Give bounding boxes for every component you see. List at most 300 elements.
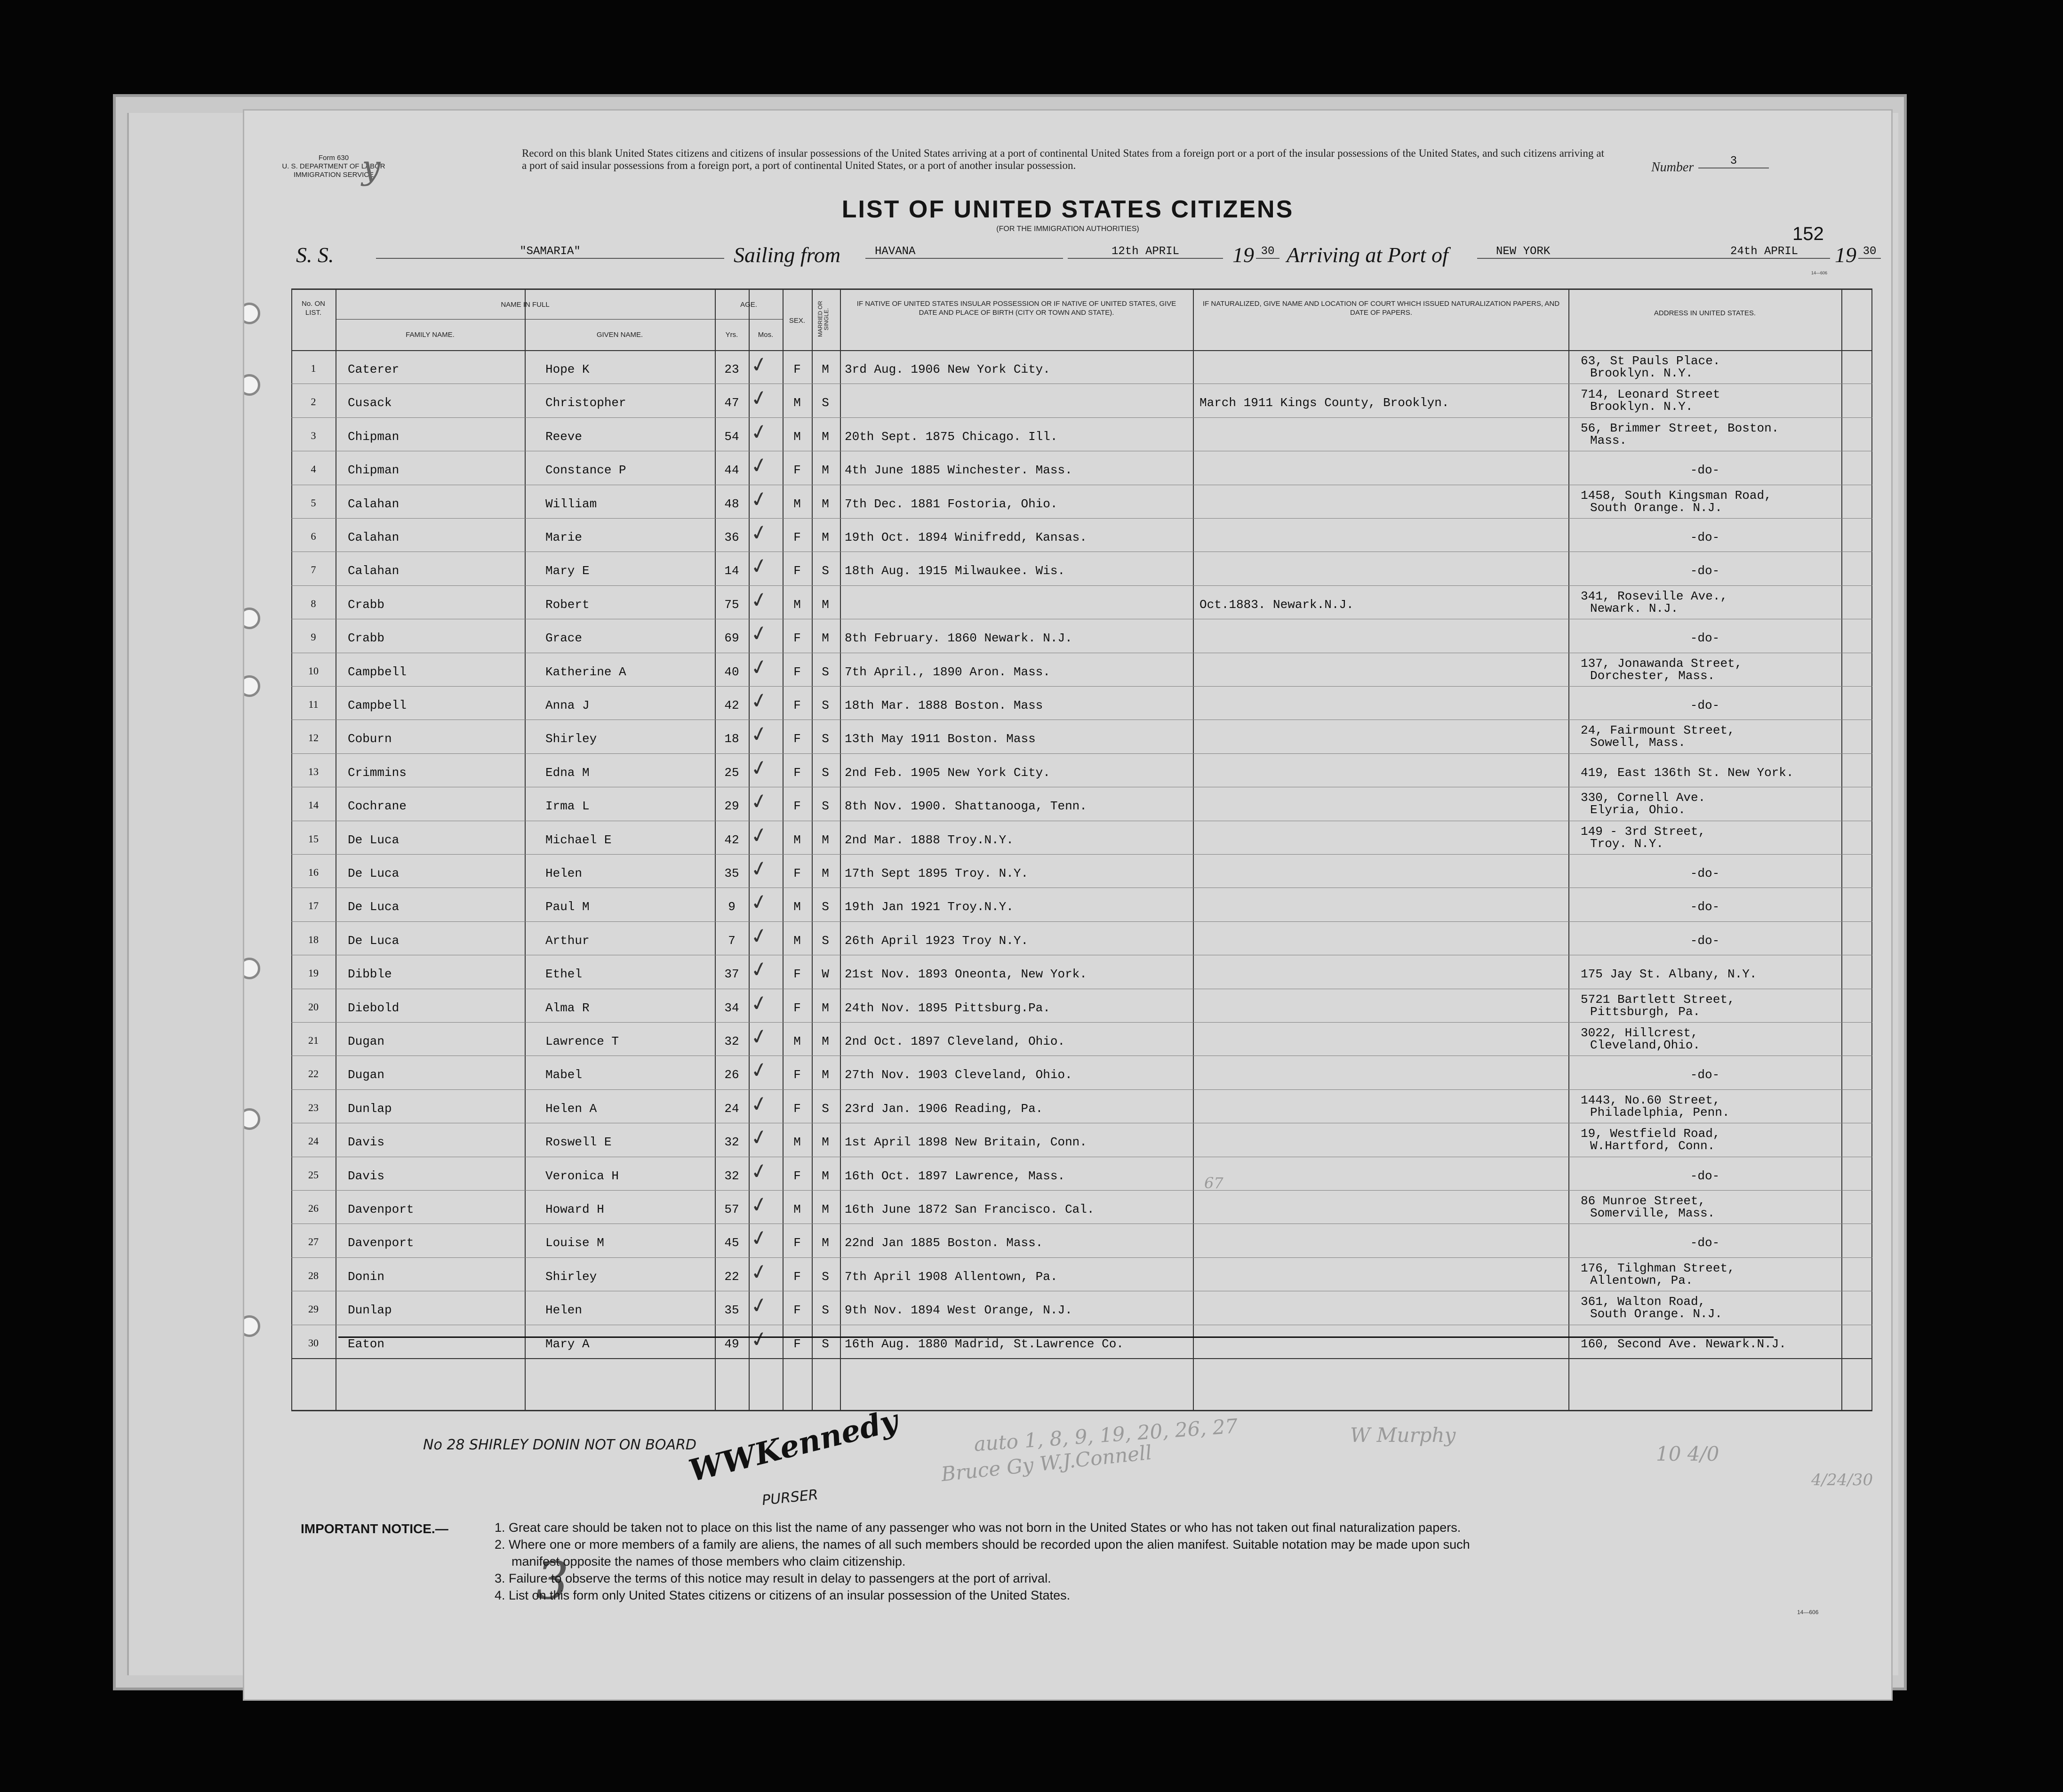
given-name: Lawrence T xyxy=(545,1034,619,1048)
service: IMMIGRATION SERVICE xyxy=(293,171,374,179)
page-title: LIST OF UNITED STATES CITIZENS xyxy=(841,196,1294,223)
age-years: 37 xyxy=(724,967,739,982)
address-line-1: -do- xyxy=(1690,933,1720,948)
check-mark-icon: ✓ xyxy=(748,721,770,748)
address-line-2: Pittsburgh, Pa. xyxy=(1590,1004,1701,1019)
pencil-mark: y xyxy=(362,148,381,187)
address-line-1: -do- xyxy=(1690,866,1720,880)
marital-status: M xyxy=(822,631,829,646)
address-line-1: 3022, Hillcrest, xyxy=(1581,1026,1698,1040)
row-number: 30 xyxy=(308,1336,319,1349)
check-mark-icon: ✓ xyxy=(748,990,770,1017)
address-line-2: Mass. xyxy=(1590,433,1627,448)
birth-date-place: 13th May 1911 Boston. Mass xyxy=(845,732,1036,746)
col-age-yrs: Yrs. xyxy=(725,331,738,339)
sex: M xyxy=(793,496,801,511)
check-mark-icon: ✓ xyxy=(748,1292,770,1320)
row-number: 29 xyxy=(308,1303,319,1315)
birth-date-place: 16th June 1872 San Francisco. Cal. xyxy=(845,1202,1095,1216)
binder-hole xyxy=(243,1108,260,1130)
address-line-1: -do- xyxy=(1690,463,1720,478)
not-on-board-note: No 28 SHIRLEY DONIN NOT ON BOARD xyxy=(423,1437,697,1453)
birth-date-place: 2nd Feb. 1905 New York City. xyxy=(845,765,1050,780)
row-divider xyxy=(291,1257,1872,1258)
marital-status: S xyxy=(822,765,829,780)
address-line-1: -do- xyxy=(1690,631,1720,646)
marital-status: M xyxy=(822,1168,829,1183)
row-number: 25 xyxy=(308,1168,319,1181)
row-number: 14 xyxy=(308,799,319,811)
age-years: 34 xyxy=(724,1000,739,1015)
family-name: Eaton xyxy=(348,1336,385,1351)
address-line-1: 24, Fairmount Street, xyxy=(1581,723,1735,738)
page-subtitle: (FOR THE IMMIGRATION AUTHORITIES) xyxy=(996,225,1139,233)
sex: M xyxy=(793,429,801,444)
row-number: 2 xyxy=(311,396,316,408)
age-years: 54 xyxy=(724,429,739,444)
row-number: 17 xyxy=(308,900,319,912)
row-divider xyxy=(291,585,1872,586)
address-line-1: 5721 Bartlett Street, xyxy=(1581,992,1735,1007)
row-number: 9 xyxy=(311,631,316,643)
age-years: 42 xyxy=(724,832,739,847)
marital-status: S xyxy=(822,1101,829,1116)
sex: F xyxy=(793,1236,801,1250)
marital-status: S xyxy=(822,799,829,814)
given-name: Edna M xyxy=(545,765,590,780)
age-years: 14 xyxy=(724,564,739,578)
age-years: 26 xyxy=(724,1068,739,1082)
address-line-2: Brooklyn. N.Y. xyxy=(1590,366,1693,380)
row-number: 8 xyxy=(311,597,316,609)
family-name: Coburn xyxy=(348,732,392,746)
age-years: 18 xyxy=(724,732,739,746)
age-years: 69 xyxy=(724,631,739,646)
check-mark-icon: ✓ xyxy=(748,654,770,681)
check-mark-icon: ✓ xyxy=(748,1124,770,1152)
row-number: 19 xyxy=(308,967,319,979)
given-name: Grace xyxy=(545,631,583,646)
sex: F xyxy=(793,866,801,880)
row-divider xyxy=(291,1089,1872,1090)
row-number: 16 xyxy=(308,866,319,878)
row-divider xyxy=(291,1022,1872,1023)
sailing-from-label: Sailing from xyxy=(734,243,841,267)
family-name: Crimmins xyxy=(348,765,407,780)
age-years: 32 xyxy=(724,1168,739,1183)
check-mark-icon: ✓ xyxy=(748,418,770,446)
sex: M xyxy=(793,1034,801,1048)
birth-date-place: 1st April 1898 New Britain, Conn. xyxy=(845,1135,1087,1150)
row-number: 21 xyxy=(308,1034,319,1046)
department: U. S. DEPARTMENT OF LABOR xyxy=(282,162,385,170)
margin-note: 67 xyxy=(1204,1174,1223,1192)
birth-date-place: 2nd Oct. 1897 Cleveland, Ohio. xyxy=(845,1034,1065,1048)
birth-date-place: 27th Nov. 1903 Cleveland, Ohio. xyxy=(845,1068,1072,1082)
given-name: Reeve xyxy=(545,429,583,444)
check-mark-icon: ✓ xyxy=(748,1023,770,1051)
birth-date-place: 24th Nov. 1895 Pittsburg.Pa. xyxy=(845,1000,1050,1015)
check-mark-icon: ✓ xyxy=(748,486,770,513)
row-divider xyxy=(291,686,1872,687)
marital-status: M xyxy=(822,1236,829,1250)
given-name: Alma R xyxy=(545,1000,590,1015)
binder-hole xyxy=(243,608,260,629)
age-years: 29 xyxy=(724,799,739,814)
form-number: Form 630 xyxy=(318,154,349,162)
marital-status: M xyxy=(822,1135,829,1150)
naturalization-info: March 1911 Kings County, Brooklyn. xyxy=(1199,396,1449,410)
inspector-signature-2: W Murphy xyxy=(1350,1424,1456,1447)
check-mark-icon: ✓ xyxy=(748,754,770,782)
address-line-1: 175 Jay St. Albany, N.Y. xyxy=(1581,967,1757,982)
marital-status: M xyxy=(822,429,829,444)
address-line-1: 341, Roseville Ave., xyxy=(1581,589,1728,603)
birth-date-place: 17th Sept 1895 Troy. N.Y. xyxy=(845,866,1029,880)
marital-status: M xyxy=(822,362,829,376)
row-number: 23 xyxy=(308,1101,319,1113)
sex: M xyxy=(793,1202,801,1216)
address-line-2: South Orange. N.J. xyxy=(1590,1307,1722,1321)
family-name: De Luca xyxy=(348,832,400,847)
birth-date-place: 4th June 1885 Winchester. Mass. xyxy=(845,463,1072,478)
marital-status: M xyxy=(822,1202,829,1216)
number-value: 3 xyxy=(1698,155,1769,168)
sex: M xyxy=(793,933,801,948)
row-number: 4 xyxy=(311,463,316,475)
form-code-bottom: 14—606 xyxy=(1797,1609,1819,1616)
birth-date-place: 9th Nov. 1894 West Orange, N.J. xyxy=(845,1303,1072,1318)
row-number: 1 xyxy=(311,362,316,374)
given-name: Ethel xyxy=(545,967,583,982)
address-line-1: 714, Leonard Street xyxy=(1581,387,1720,402)
row-number: 24 xyxy=(308,1135,319,1147)
age-years: 49 xyxy=(724,1336,739,1351)
manifest-page xyxy=(243,109,1893,1701)
form-instructions: Record on this blank United States citizens and citizens of insular possessions of the United States arriving at a port of continental United States from a foreign port or a port of the insular possessions of the United States, and such citizens arriving at a port of said insular possessions from a foreign port, a port of continental United States, or a port of another insular possession. xyxy=(522,147,1604,171)
family-name: Diebold xyxy=(348,1000,400,1015)
row-number: 7 xyxy=(311,564,316,576)
departure-date: 12th APRIL xyxy=(1068,245,1223,259)
row-divider xyxy=(291,1190,1872,1191)
check-mark-icon: ✓ xyxy=(748,788,770,816)
family-name: Dunlap xyxy=(348,1303,392,1318)
auto-note: auto 1, 8, 9, 19, 20, 26, 27 xyxy=(973,1414,1239,1456)
address-line-1: 330, Cornell Ave. xyxy=(1581,791,1706,805)
marital-status: S xyxy=(822,564,829,578)
given-name: Mary A xyxy=(545,1336,590,1351)
sheet-number: 152 xyxy=(1792,224,1824,244)
check-mark-icon: ✓ xyxy=(748,1326,770,1353)
birth-date-place: 7th Dec. 1881 Fostoria, Ohio. xyxy=(845,496,1058,511)
address-line-1: 176, Tilghman Street, xyxy=(1581,1261,1735,1275)
notice-item: 1. Great care should be taken not to place on this list the name of any passenger who was not born in the United States or who has not taken out final naturalization papers. xyxy=(495,1520,1461,1535)
given-name: Hope K xyxy=(545,362,590,376)
family-name: De Luca xyxy=(348,866,400,880)
given-name: Christopher xyxy=(545,396,626,410)
col-address: ADDRESS IN UNITED STATES. xyxy=(1654,309,1756,317)
marital-status: S xyxy=(822,698,829,712)
check-mark-icon: ✓ xyxy=(748,889,770,916)
binder-hole xyxy=(243,1315,260,1337)
family-name: Crabb xyxy=(348,597,385,612)
row-divider xyxy=(291,854,1872,855)
age-years: 24 xyxy=(724,1101,739,1116)
marital-status: M xyxy=(822,1000,829,1015)
marital-status: S xyxy=(822,1336,829,1351)
address-line-1: 361, Walton Road, xyxy=(1581,1295,1706,1309)
birth-date-place: 8th Nov. 1900. Shattanooga, Tenn. xyxy=(845,799,1087,814)
marital-status: S xyxy=(822,1303,829,1318)
age-years: 32 xyxy=(724,1034,739,1048)
address-line-2: Dorchester, Mass. xyxy=(1590,668,1715,683)
address-line-1: 149 - 3rd Street, xyxy=(1581,824,1706,839)
age-years: 35 xyxy=(724,866,739,880)
age-years: 22 xyxy=(724,1269,739,1284)
row-number: 18 xyxy=(308,933,319,945)
given-name: Mary E xyxy=(545,564,590,578)
given-name: Helen xyxy=(545,1303,583,1318)
birth-date-place: 2nd Mar. 1888 Troy.N.Y. xyxy=(845,832,1014,847)
family-name: Chipman xyxy=(348,429,400,444)
marital-status: W xyxy=(822,967,829,982)
check-mark-icon: ✓ xyxy=(748,1258,770,1286)
check-mark-icon: ✓ xyxy=(748,1191,770,1219)
marital-status: S xyxy=(822,1269,829,1284)
marital-status: S xyxy=(822,664,829,679)
given-name: Helen A xyxy=(545,1101,597,1116)
address-line-1: -do- xyxy=(1690,1236,1720,1250)
family-name: Caterer xyxy=(348,362,400,376)
birth-date-place: 23rd Jan. 1906 Reading, Pa. xyxy=(845,1101,1043,1116)
sex: F xyxy=(793,530,801,544)
given-name: Constance P xyxy=(545,463,626,478)
marital-status: M xyxy=(822,1034,829,1048)
address-line-1: -do- xyxy=(1690,900,1720,914)
check-mark-icon: ✓ xyxy=(748,351,770,379)
sex: F xyxy=(793,564,801,578)
birth-date-place: 19th Jan 1921 Troy.N.Y. xyxy=(845,900,1014,914)
binder-hole xyxy=(243,303,260,324)
sex: F xyxy=(793,799,801,814)
check-mark-icon: ✓ xyxy=(748,452,770,480)
given-name: Marie xyxy=(545,530,583,544)
marital-status: M xyxy=(822,1068,829,1082)
given-name: Michael E xyxy=(545,832,612,847)
address-line-2: Brooklyn. N.Y. xyxy=(1590,400,1693,414)
family-name: Calahan xyxy=(348,530,400,544)
strike-row-28 xyxy=(338,1336,1774,1338)
age-years: 23 xyxy=(724,362,739,376)
notice-list xyxy=(495,1520,1836,1604)
address-line-1: 1458, South Kingsman Road, xyxy=(1581,488,1772,503)
age-years: 47 xyxy=(724,396,739,410)
arrival-year: 30 xyxy=(1858,245,1881,259)
marital-status: S xyxy=(822,396,829,410)
family-name: Campbell xyxy=(348,664,407,679)
sex: F xyxy=(793,967,801,982)
address-line-1: -do- xyxy=(1690,530,1720,544)
family-name: Donin xyxy=(348,1269,385,1284)
age-years: 32 xyxy=(724,1135,739,1150)
notice-item: 3. Failure to observe the terms of this notice may result in delay to passengers at the port of arrival. xyxy=(495,1571,1051,1585)
address-line-2: Somerville, Mass. xyxy=(1590,1206,1715,1220)
naturalization-info: Oct.1883. Newark.N.J. xyxy=(1199,597,1354,612)
address-line-2: Allentown, Pa. xyxy=(1590,1273,1693,1288)
arriving-label: Arriving at Port of xyxy=(1287,243,1448,267)
row-divider xyxy=(291,417,1872,418)
family-name: De Luca xyxy=(348,933,400,948)
family-name: Dugan xyxy=(348,1068,385,1082)
col-no-on-list: No. ON LIST. xyxy=(301,300,325,317)
address-line-1: 137, Jonawanda Street, xyxy=(1581,656,1743,671)
birth-date-place: 18th Aug. 1915 Milwaukee. Wis. xyxy=(845,564,1065,578)
family-name: Davenport xyxy=(348,1236,414,1250)
age-years: 25 xyxy=(724,765,739,780)
row-number: 11 xyxy=(308,698,319,710)
address-line-1: -do- xyxy=(1690,1068,1720,1082)
family-name: Dugan xyxy=(348,1034,385,1048)
birth-date-place: 16th Aug. 1880 Madrid, St.Lawrence Co. xyxy=(845,1336,1124,1351)
col-name-in-full: NAME IN FULL xyxy=(501,301,550,309)
given-name: Anna J xyxy=(545,698,590,712)
marital-status: S xyxy=(822,900,829,914)
age-years: 45 xyxy=(724,1236,739,1250)
given-name: Mabel xyxy=(545,1068,583,1082)
birth-date-place: 3rd Aug. 1906 New York City. xyxy=(845,362,1050,376)
given-name: Howard H xyxy=(545,1202,604,1216)
given-name: Helen xyxy=(545,866,583,880)
address-line-1: 86 Munroe Street, xyxy=(1581,1194,1706,1208)
age-years: 42 xyxy=(724,698,739,712)
check-mark-icon: ✓ xyxy=(748,687,770,715)
check-mark-icon: ✓ xyxy=(748,1158,770,1185)
address-line-1: 63, St Pauls Place. xyxy=(1581,354,1720,368)
sex: F xyxy=(793,1068,801,1082)
sex: F xyxy=(793,1101,801,1116)
row-number: 20 xyxy=(308,1000,319,1013)
col-married-single: MARRIED OR SINGLE. xyxy=(817,301,830,337)
check-mark-icon: ✓ xyxy=(748,1090,770,1118)
pencil-mark: 3 xyxy=(536,1551,569,1611)
arrival-date: 24th APRIL xyxy=(1698,245,1830,259)
sex: F xyxy=(793,463,801,478)
given-name: Katherine A xyxy=(545,664,626,679)
given-name: Veronica H xyxy=(545,1168,619,1183)
check-mark-icon: ✓ xyxy=(748,586,770,614)
notice-title: IMPORTANT NOTICE.— xyxy=(301,1521,448,1536)
sex: F xyxy=(793,732,801,746)
check-mark-icon: ✓ xyxy=(748,922,770,950)
row-number: 5 xyxy=(311,496,316,509)
check-mark-icon: ✓ xyxy=(748,956,770,984)
binder-hole xyxy=(243,374,260,396)
address-line-1: 160, Second Ave. Newark.N.J. xyxy=(1581,1336,1786,1351)
given-name: Paul M xyxy=(545,900,590,914)
age-years: 75 xyxy=(724,597,739,612)
departure-year-prefix: 19 xyxy=(1232,243,1254,267)
birth-date-place: 18th Mar. 1888 Boston. Mass xyxy=(845,698,1043,712)
given-name: Irma L xyxy=(545,799,590,814)
binder-hole xyxy=(243,675,260,697)
sex: F xyxy=(793,1336,801,1351)
age-years: 35 xyxy=(724,1303,739,1318)
notice-item: 2. Where one or more members of a family are aliens, the names of all such members should be recorded upon the alien manifest. Suitable notation may be made upon such xyxy=(495,1537,1470,1552)
address-line-1: 419, East 136th St. New York. xyxy=(1581,765,1794,780)
age-years: 40 xyxy=(724,664,739,679)
col-naturalized: IF NATURALIZED, GIVE NAME AND LOCATION OF COURT WHICH ISSUED NATURALIZATION PAPERS, AND DATE OF PAPERS. xyxy=(1202,300,1560,317)
row-number: 6 xyxy=(311,530,316,542)
address-line-2: W.Hartford, Conn. xyxy=(1590,1139,1715,1153)
inspector-signature: Bruce Gy W.J.Connell xyxy=(940,1440,1153,1486)
check-mark-icon: ✓ xyxy=(748,1057,770,1084)
birth-date-place: 26th April 1923 Troy N.Y. xyxy=(845,933,1029,948)
birth-date-place: 20th Sept. 1875 Chicago. Ill. xyxy=(845,429,1058,444)
family-name: Crabb xyxy=(348,631,385,646)
sex: F xyxy=(793,698,801,712)
row-number: 26 xyxy=(308,1202,319,1214)
row-number: 13 xyxy=(308,765,319,777)
age-years: 7 xyxy=(728,933,736,948)
age-years: 36 xyxy=(724,530,739,544)
ss-label: S. S. xyxy=(296,243,334,267)
check-mark-icon: ✓ xyxy=(748,620,770,648)
family-name: Calahan xyxy=(348,496,400,511)
purser-signature: WWKennedy xyxy=(685,1403,902,1489)
sex: F xyxy=(793,1269,801,1284)
notice-item: manifest opposite the names of those members who claim citizenship. xyxy=(512,1554,906,1568)
check-mark-icon: ✓ xyxy=(748,553,770,580)
given-name: Arthur xyxy=(545,933,590,948)
address-line-2: South Orange. N.J. xyxy=(1590,500,1722,515)
birth-date-place: 7th April., 1890 Aron. Mass. xyxy=(845,664,1050,679)
sex: M xyxy=(793,900,801,914)
birth-date-place: 22nd Jan 1885 Boston. Mass. xyxy=(845,1236,1043,1250)
address-line-1: 1443, No.60 Street, xyxy=(1581,1093,1720,1107)
age-years: 9 xyxy=(728,900,736,914)
check-mark-icon: ✓ xyxy=(748,822,770,849)
row-number: 22 xyxy=(308,1068,319,1080)
marital-status: M xyxy=(822,832,829,847)
age-years: 48 xyxy=(724,496,739,511)
given-name: William xyxy=(545,496,597,511)
col-age: AGE. xyxy=(740,301,757,309)
birth-date-place: 7th April 1908 Allentown, Pa. xyxy=(845,1269,1058,1284)
departure-port: HAVANA xyxy=(865,245,1063,259)
address-line-2: Philadelphia, Penn. xyxy=(1590,1105,1730,1120)
age-years: 44 xyxy=(724,463,739,478)
birth-date-place: 8th February. 1860 Newark. N.J. xyxy=(845,631,1072,646)
address-line-2: Newark. N.J. xyxy=(1590,601,1679,616)
address-line-2: Cleveland,Ohio. xyxy=(1590,1038,1701,1052)
marital-status: M xyxy=(822,530,829,544)
col-sex: SEX. xyxy=(789,317,806,325)
departure-year: 30 xyxy=(1256,245,1279,259)
family-name: Dibble xyxy=(348,967,392,982)
sex: M xyxy=(793,832,801,847)
family-name: Chipman xyxy=(348,463,400,478)
given-name: Robert xyxy=(545,597,590,612)
purser-label: PURSER xyxy=(761,1486,819,1509)
sex: F xyxy=(793,1303,801,1318)
family-name: Campbell xyxy=(348,698,407,712)
marital-status: M xyxy=(822,866,829,880)
given-name: Shirley xyxy=(545,732,597,746)
col-birth: IF NATIVE OF UNITED STATES INSULAR POSSESSION OR IF NATIVE OF UNITED STATES, GIVE DATE AND PLACE OF BIRTH (CITY OR TOWN AND STATE). xyxy=(856,300,1176,317)
form-code-top: 14—606 xyxy=(1811,271,1828,275)
family-name: Dunlap xyxy=(348,1101,392,1116)
sex: F xyxy=(793,631,801,646)
